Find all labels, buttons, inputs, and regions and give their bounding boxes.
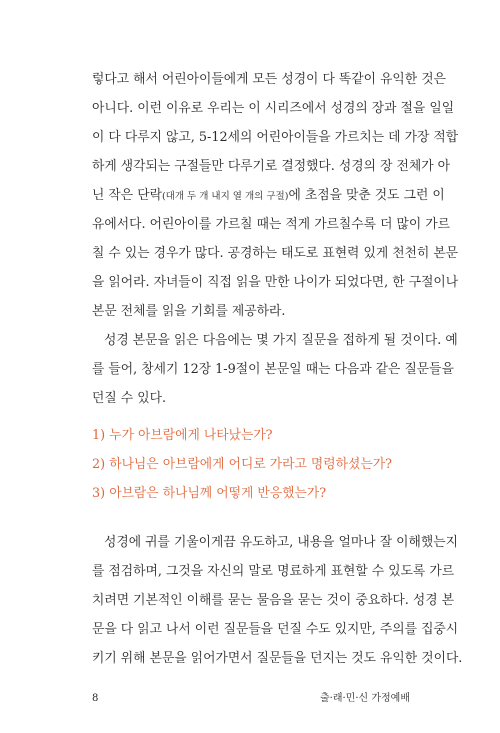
question-item: 1) 누가 아브람에게 나타났는가? — [92, 428, 273, 443]
body-line: 하게 생각되는 구절들만 다루기로 결정했다. 성경의 장 전체가 아 — [92, 159, 451, 174]
body-line: 렇다고 해서 어린아이들에게 모든 성경이 다 똑같이 유익한 것은 — [92, 72, 446, 87]
body-line-mixed — [92, 184, 445, 208]
body-text: 에 초점을 맞춘 것도 그런 이 — [288, 188, 445, 203]
page-number: 8 — [92, 693, 99, 704]
body-line: 를 들어, 창세기 12장 1-9절이 본문일 때는 다음과 같은 질문들을 — [92, 362, 454, 377]
body-line: 키기 위해 본문을 읽어가면서 질문들을 던지는 것도 유익한 것이다. — [92, 651, 463, 666]
small-parenthetical: (대개 두 개 내지 열 개의 구절) — [161, 191, 289, 202]
body-line: 를 점검하며, 그것을 자신의 말로 명료하게 표현할 수 있도록 가르 — [92, 564, 455, 579]
body-line: 이 다 다루지 않고, 5-12세의 어린아이들을 가르치는 데 가장 적합 — [92, 130, 459, 145]
body-line: 문을 다 읽고 나서 이런 질문들을 던질 수도 있지만, 주의를 집중시 — [92, 622, 459, 637]
body-line: 아니다. 이런 이유로 우리는 이 시리즈에서 성경의 장과 절을 일일 — [92, 101, 455, 116]
body-line: 던질 수 있다. — [92, 391, 167, 406]
body-line: 유에서다. 어린아이를 가르칠 때는 적게 가르칠수록 더 많이 가르 — [92, 217, 451, 232]
running-title: 출·래·민·신 가정예배 — [320, 693, 410, 704]
body-line: 치려면 기본적인 이해를 묻는 물음을 묻는 것이 중요하다. 성경 본 — [92, 593, 455, 608]
body-line: 을 읽어라. 자녀들이 직접 읽을 만한 나이가 되었다면, 한 구절이나 — [92, 275, 459, 290]
body-text: 닌 작은 단락 — [92, 188, 162, 203]
body-line: 성경 본문을 읽은 다음에는 몇 가지 질문을 접하게 될 것이다. 예 — [104, 333, 458, 348]
question-item: 3) 아브람은 하나님께 어떻게 반응했는가? — [92, 486, 327, 501]
body-line: 본문 전체를 읽을 기회를 제공하라. — [92, 304, 286, 319]
body-line: 성경에 귀를 기울이게끔 유도하고, 내용을 얼마나 잘 이해했는지 — [104, 535, 458, 550]
question-item: 2) 하나님은 아브람에게 어디로 가라고 명령하셨는가? — [92, 457, 392, 472]
body-line: 칠 수 있는 경우가 많다. 공경하는 태도로 표현력 있게 천천히 본문 — [92, 246, 459, 261]
